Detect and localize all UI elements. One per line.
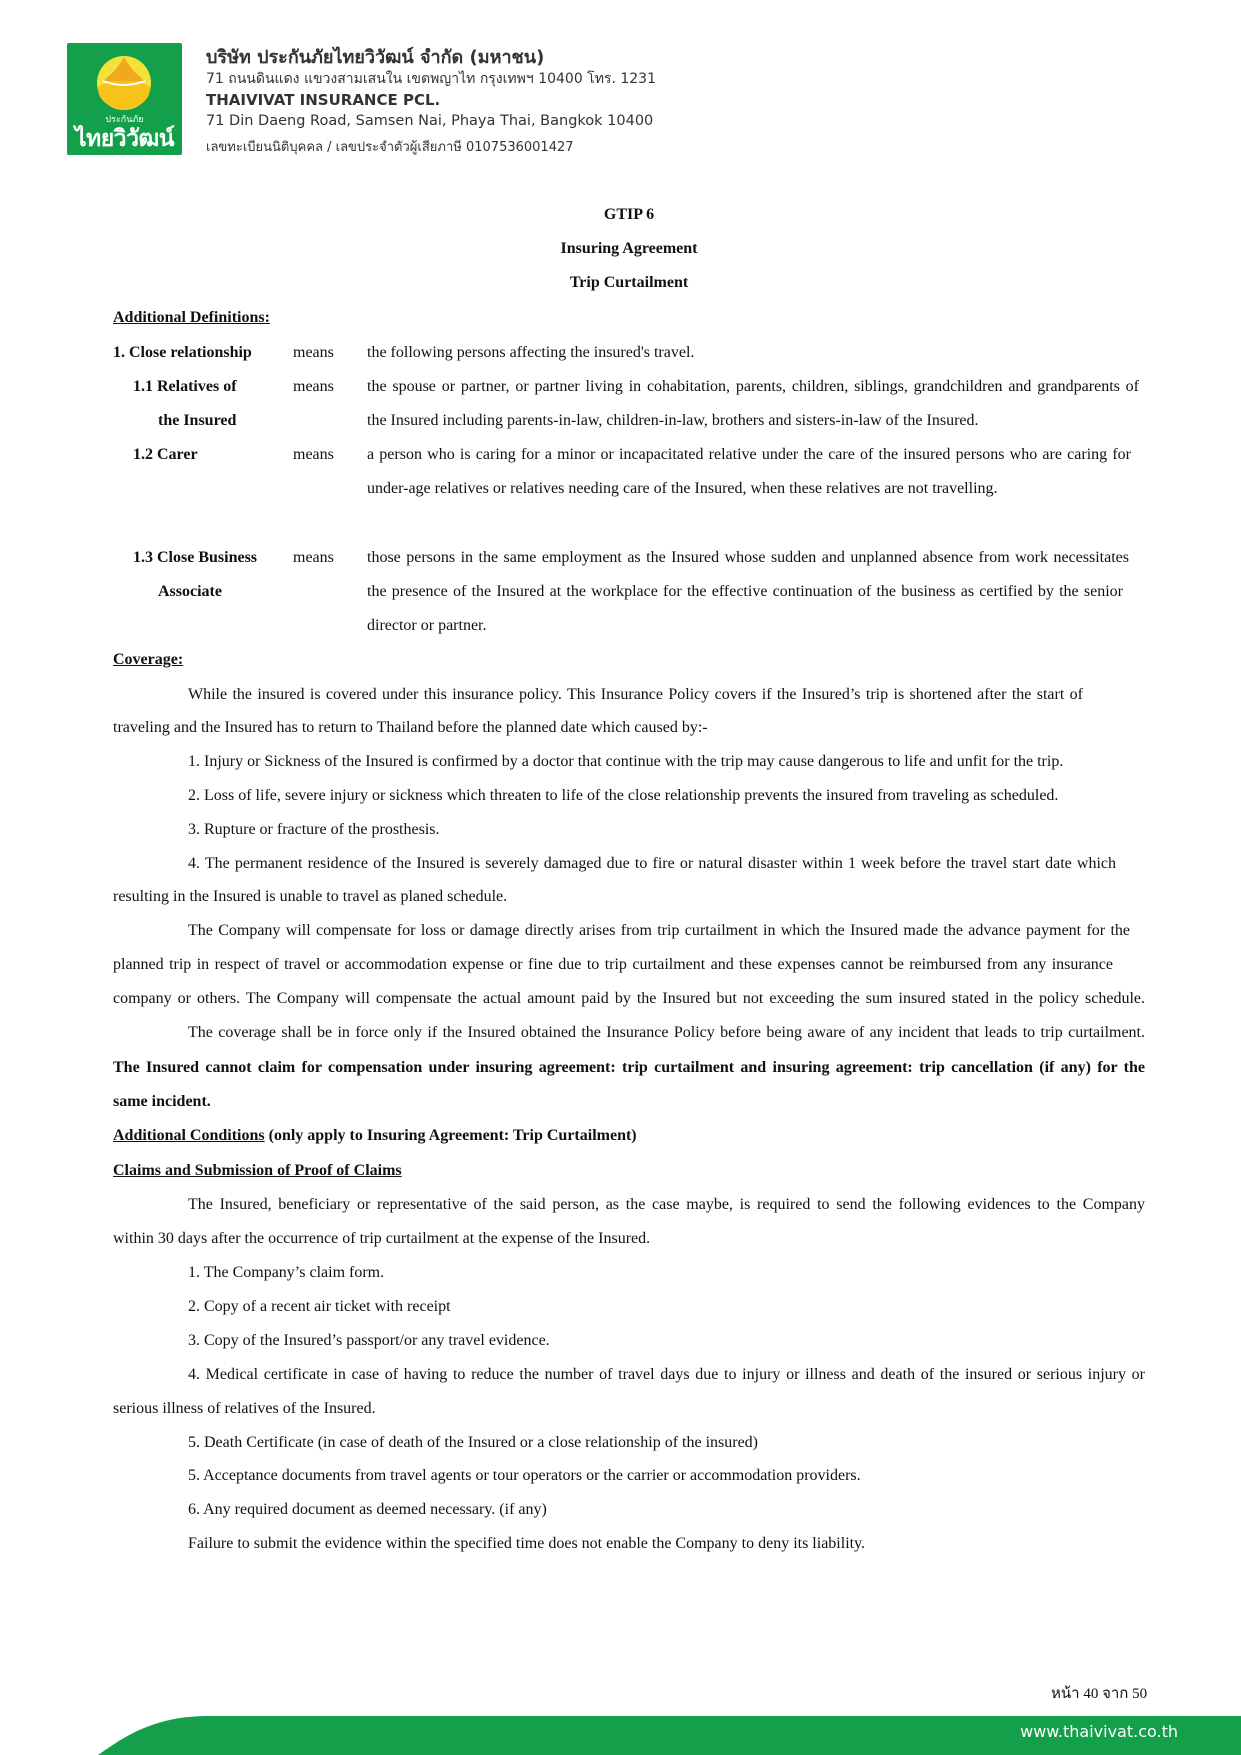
claims-item: 5. Death Certificate (in case of death of the Insured or a close relationship of the insured): [188, 1434, 759, 1451]
company-registration: เลขทะเบียนนิติบุคคล / เลขประจำตัวผู้เสียภาษี 0107536001427: [206, 140, 574, 155]
coverage-paragraph: While the insured is covered under this insurance policy. This Insurance Policy covers if the Insured’s trip is shortened after the start of: [188, 686, 1083, 703]
claims-item: 3. Copy of the Insured’s passport/or any travel evidence.: [188, 1332, 550, 1349]
company-name-th: บริษัท ประกันภัยไทยวิวัฒน์ จำกัด (มหาชน): [206, 47, 545, 68]
definition-means: means: [293, 549, 334, 566]
definition-text: under-age relatives or relatives needing care of the Insured, when these relatives are not travelling.: [367, 480, 998, 497]
claims-item: serious illness of relatives of the Insured.: [113, 1400, 376, 1417]
company-name-en: THAIVIVAT INSURANCE PCL.: [206, 91, 441, 109]
coverage-paragraph: traveling and the Insured has to return to Thailand before the planned date which caused by:-: [113, 719, 708, 736]
definition-means: means: [293, 446, 334, 463]
definition-text: a person who is caring for a minor or incapacitated relative under the care of the insured persons who are caring for: [367, 446, 1131, 463]
definition-term-cont: Associate: [158, 583, 222, 600]
definition-term: 1.3 Close Business: [133, 549, 258, 566]
coverage-paragraph: The Company will compensate for loss or damage directly arises from trip curtailment in which the Insured made the advance payment for the: [188, 922, 1130, 939]
company-address-en: 71 Din Daeng Road, Samsen Nai, Phaya Thai, Bangkok 10400: [206, 113, 654, 129]
definition-means: means: [293, 344, 334, 361]
coverage-item: 3. Rupture or fracture of the prosthesis.: [188, 821, 440, 838]
claims-paragraph: The Insured, beneficiary or representative of the said person, as the case maybe, is required to send the following evidences to the Company: [188, 1196, 1145, 1213]
claims-closing: Failure to submit the evidence within the specified time does not enable the Company to deny its liability.: [188, 1535, 866, 1552]
coverage-note: The Insured cannot claim for compensation under insuring agreement: trip curtailment and insuring agreement: trip cancellation (if any) for the: [113, 1059, 1145, 1076]
coverage-heading: Coverage:: [113, 651, 184, 668]
definition-text: those persons in the same employment as the Insured whose sudden and unplanned absence from work necessitates: [367, 549, 1129, 566]
coverage-note: same incident.: [113, 1093, 211, 1110]
claims-heading: Claims and Submission of Proof of Claims: [113, 1162, 402, 1179]
coverage-paragraph: company or others. The Company will compensate the actual amount paid by the Insured but not exceeding the sum insured stated in the policy schedule.: [113, 990, 1145, 1007]
definition-term: 1. Close relationship: [113, 344, 252, 361]
definition-term: 1.1 Relatives of: [133, 378, 237, 395]
claims-item: 1. The Company’s claim form.: [188, 1264, 385, 1281]
conditions-heading: [113, 1126, 637, 1146]
definition-text: the following persons affecting the insured's travel.: [367, 344, 695, 361]
definition-text: the Insured including parents-in-law, children-in-law, brothers and sisters-in-law of the Insured.: [367, 412, 979, 429]
definitions-heading: Additional Definitions:: [113, 309, 270, 326]
conditions-heading-suffix: (only apply to Insuring Agreement: Trip Curtailment): [264, 1127, 637, 1144]
company-info: [206, 42, 656, 157]
coverage-item: resulting in the Insured is unable to travel as planed schedule.: [113, 888, 508, 905]
definition-text: director or partner.: [367, 617, 487, 634]
claims-item: 6. Any required document as deemed necessary. (if any): [188, 1501, 547, 1518]
logo-small-text: ประกันภัย: [105, 115, 144, 125]
claims-paragraph: within 30 days after the occurrence of trip curtailment at the expense of the Insured.: [113, 1230, 651, 1247]
coverage-item: 4. The permanent residence of the Insured is severely damaged due to fire or natural disaster within 1 week before the travel start date which: [188, 855, 1116, 872]
definition-text: the presence of the Insured at the workplace for the effective continuation of the business as certified by the senior: [367, 583, 1123, 600]
coverage-item: 2. Loss of life, severe injury or sickness which threaten to life of the close relationship prevents the insured from traveling as scheduled.: [188, 787, 1059, 804]
document-title: Trip Curtailment: [569, 274, 689, 291]
website-link[interactable]: www.thaivivat.co.th: [1020, 1722, 1178, 1741]
coverage-item: 1. Injury or Sickness of the Insured is confirmed by a doctor that continue with the trip may cause dangerous to life and unfit for the trip.: [188, 753, 1064, 770]
company-logo: [67, 43, 182, 155]
coverage-paragraph: planned trip in respect of travel or accommodation expense or fine due to trip curtailment and these expenses cannot be reimbursed from any insurance: [113, 956, 1113, 973]
definition-term-cont: the Insured: [158, 412, 237, 429]
company-address-th: 71 ถนนดินแดง แขวงสามเสนใน เขตพญาไท กรุงเทพฯ 10400 โทร. 1231: [206, 71, 656, 87]
definition-means: means: [293, 378, 334, 395]
coverage-paragraph: The coverage shall be in force only if the Insured obtained the Insurance Policy before being aware of any incident that leads to trip curtailment.: [188, 1024, 1145, 1041]
page-number: หน้า 40 จาก 50: [1051, 1686, 1148, 1702]
claims-item: 5. Acceptance documents from travel agents or tour operators or the carrier or accommodation providers.: [188, 1467, 861, 1484]
document-code: GTIP 6: [603, 206, 655, 223]
definition-text: the spouse or partner, or partner living in cohabitation, parents, children, siblings, grandchildren and grandparents of: [367, 378, 1139, 395]
claims-item: 4. Medical certificate in case of having to reduce the number of travel days due to injury or illness and death of the insured or serious injury or: [188, 1366, 1145, 1383]
logo-brand-text: ไทยวิวัฒน์: [74, 126, 175, 152]
document-subtitle: Insuring Agreement: [560, 240, 698, 257]
definition-term: 1.2 Carer: [133, 446, 198, 463]
claims-item: 2. Copy of a recent air ticket with receipt: [188, 1298, 451, 1315]
conditions-heading-label: Additional Conditions: [113, 1127, 265, 1144]
